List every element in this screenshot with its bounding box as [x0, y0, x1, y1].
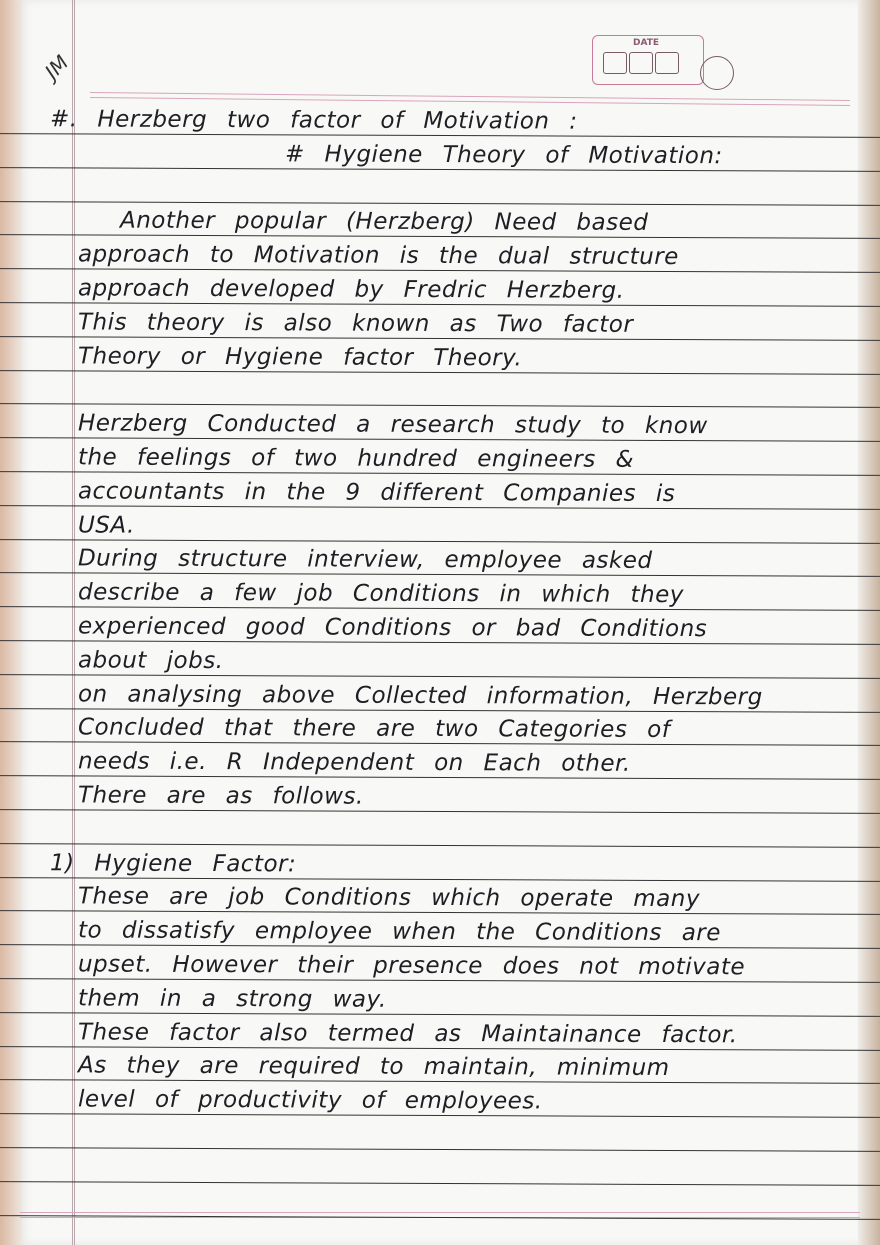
section-heading-line: [0, 844, 880, 882]
line-text: to dissatisfy employee when the Conditions are: [77, 917, 721, 947]
line: [0, 573, 880, 611]
line-text: approach developed by Fredric Herzberg.: [77, 275, 625, 304]
date-cells: [603, 52, 681, 74]
line: [0, 1182, 880, 1220]
line-text: These are job Conditions which operate many: [77, 883, 701, 913]
line: [0, 201, 880, 239]
line-text: Concluded that there are two Categories of: [77, 714, 671, 744]
line: [0, 979, 880, 1017]
line-text: describe a few job Conditions in which they: [77, 579, 684, 609]
line-text: accountants in the 9 different Companies is: [77, 477, 676, 507]
initials-signature: JM: [39, 50, 74, 84]
line-text: the feelings of two hundred engineers &: [77, 444, 635, 473]
heading-line: [0, 100, 880, 138]
date-label: DATE: [633, 38, 660, 48]
line: [0, 1046, 880, 1084]
line: [0, 877, 880, 915]
line-text: upset. However their presence does not motivate: [77, 951, 746, 981]
line: [0, 539, 880, 577]
line-text: about jobs.: [77, 646, 224, 674]
line-text: These factor also termed as Maintainance factor.: [77, 1018, 738, 1048]
line: [0, 675, 880, 713]
line: [0, 1013, 880, 1051]
line: [0, 438, 880, 476]
line-text: This theory is also known as Two factor: [77, 308, 634, 338]
line-text: During structure interview, employee asked: [77, 545, 653, 575]
date-box: [592, 35, 704, 85]
line: [0, 168, 880, 206]
line-text: Herzberg Conducted a research study to know: [77, 410, 708, 440]
line: [0, 810, 880, 848]
line: [0, 404, 880, 442]
line-text: them in a strong way.: [77, 984, 387, 1013]
section-heading-text: 1) Hygiene Factor:: [49, 849, 297, 877]
line: [0, 506, 880, 544]
line-text: on analysing above Collected information, Herzberg: [77, 680, 763, 710]
line: [0, 303, 880, 341]
page-number-circle: [700, 56, 734, 90]
ruled-lines: [0, 102, 880, 1217]
line: [0, 1148, 880, 1186]
line-text: USA.: [77, 511, 135, 539]
line: [0, 472, 880, 510]
line: [0, 607, 880, 645]
subheading-line: [0, 134, 880, 172]
line: [0, 776, 880, 814]
line-text: experienced good Conditions or bad Conditions: [77, 613, 708, 642]
line-text: There are as follows.: [77, 782, 364, 810]
line: [0, 235, 880, 273]
line-text: approach to Motivation is the dual structure: [77, 241, 679, 271]
line: [0, 945, 880, 983]
line: [0, 1080, 880, 1118]
subheading-text: # Hygiene Theory of Motivation:: [284, 140, 723, 169]
line-text: level of productivity of employees.: [77, 1086, 543, 1115]
line-text: Theory or Hygiene factor Theory.: [77, 342, 523, 371]
line: [0, 269, 880, 307]
line: [0, 911, 880, 949]
line-text: As they are required to maintain, minimum: [77, 1052, 670, 1082]
heading-text: #. Herzberg two factor of Motivation :: [49, 106, 578, 135]
line: [0, 337, 880, 375]
line: [0, 742, 880, 780]
line-text: needs i.e. R Independent on Each other.: [77, 748, 631, 777]
line: [0, 370, 880, 408]
line: [0, 641, 880, 679]
line-text: Another popular (Herzberg) Need based: [119, 207, 649, 237]
line: [0, 1114, 880, 1152]
line: [0, 708, 880, 746]
